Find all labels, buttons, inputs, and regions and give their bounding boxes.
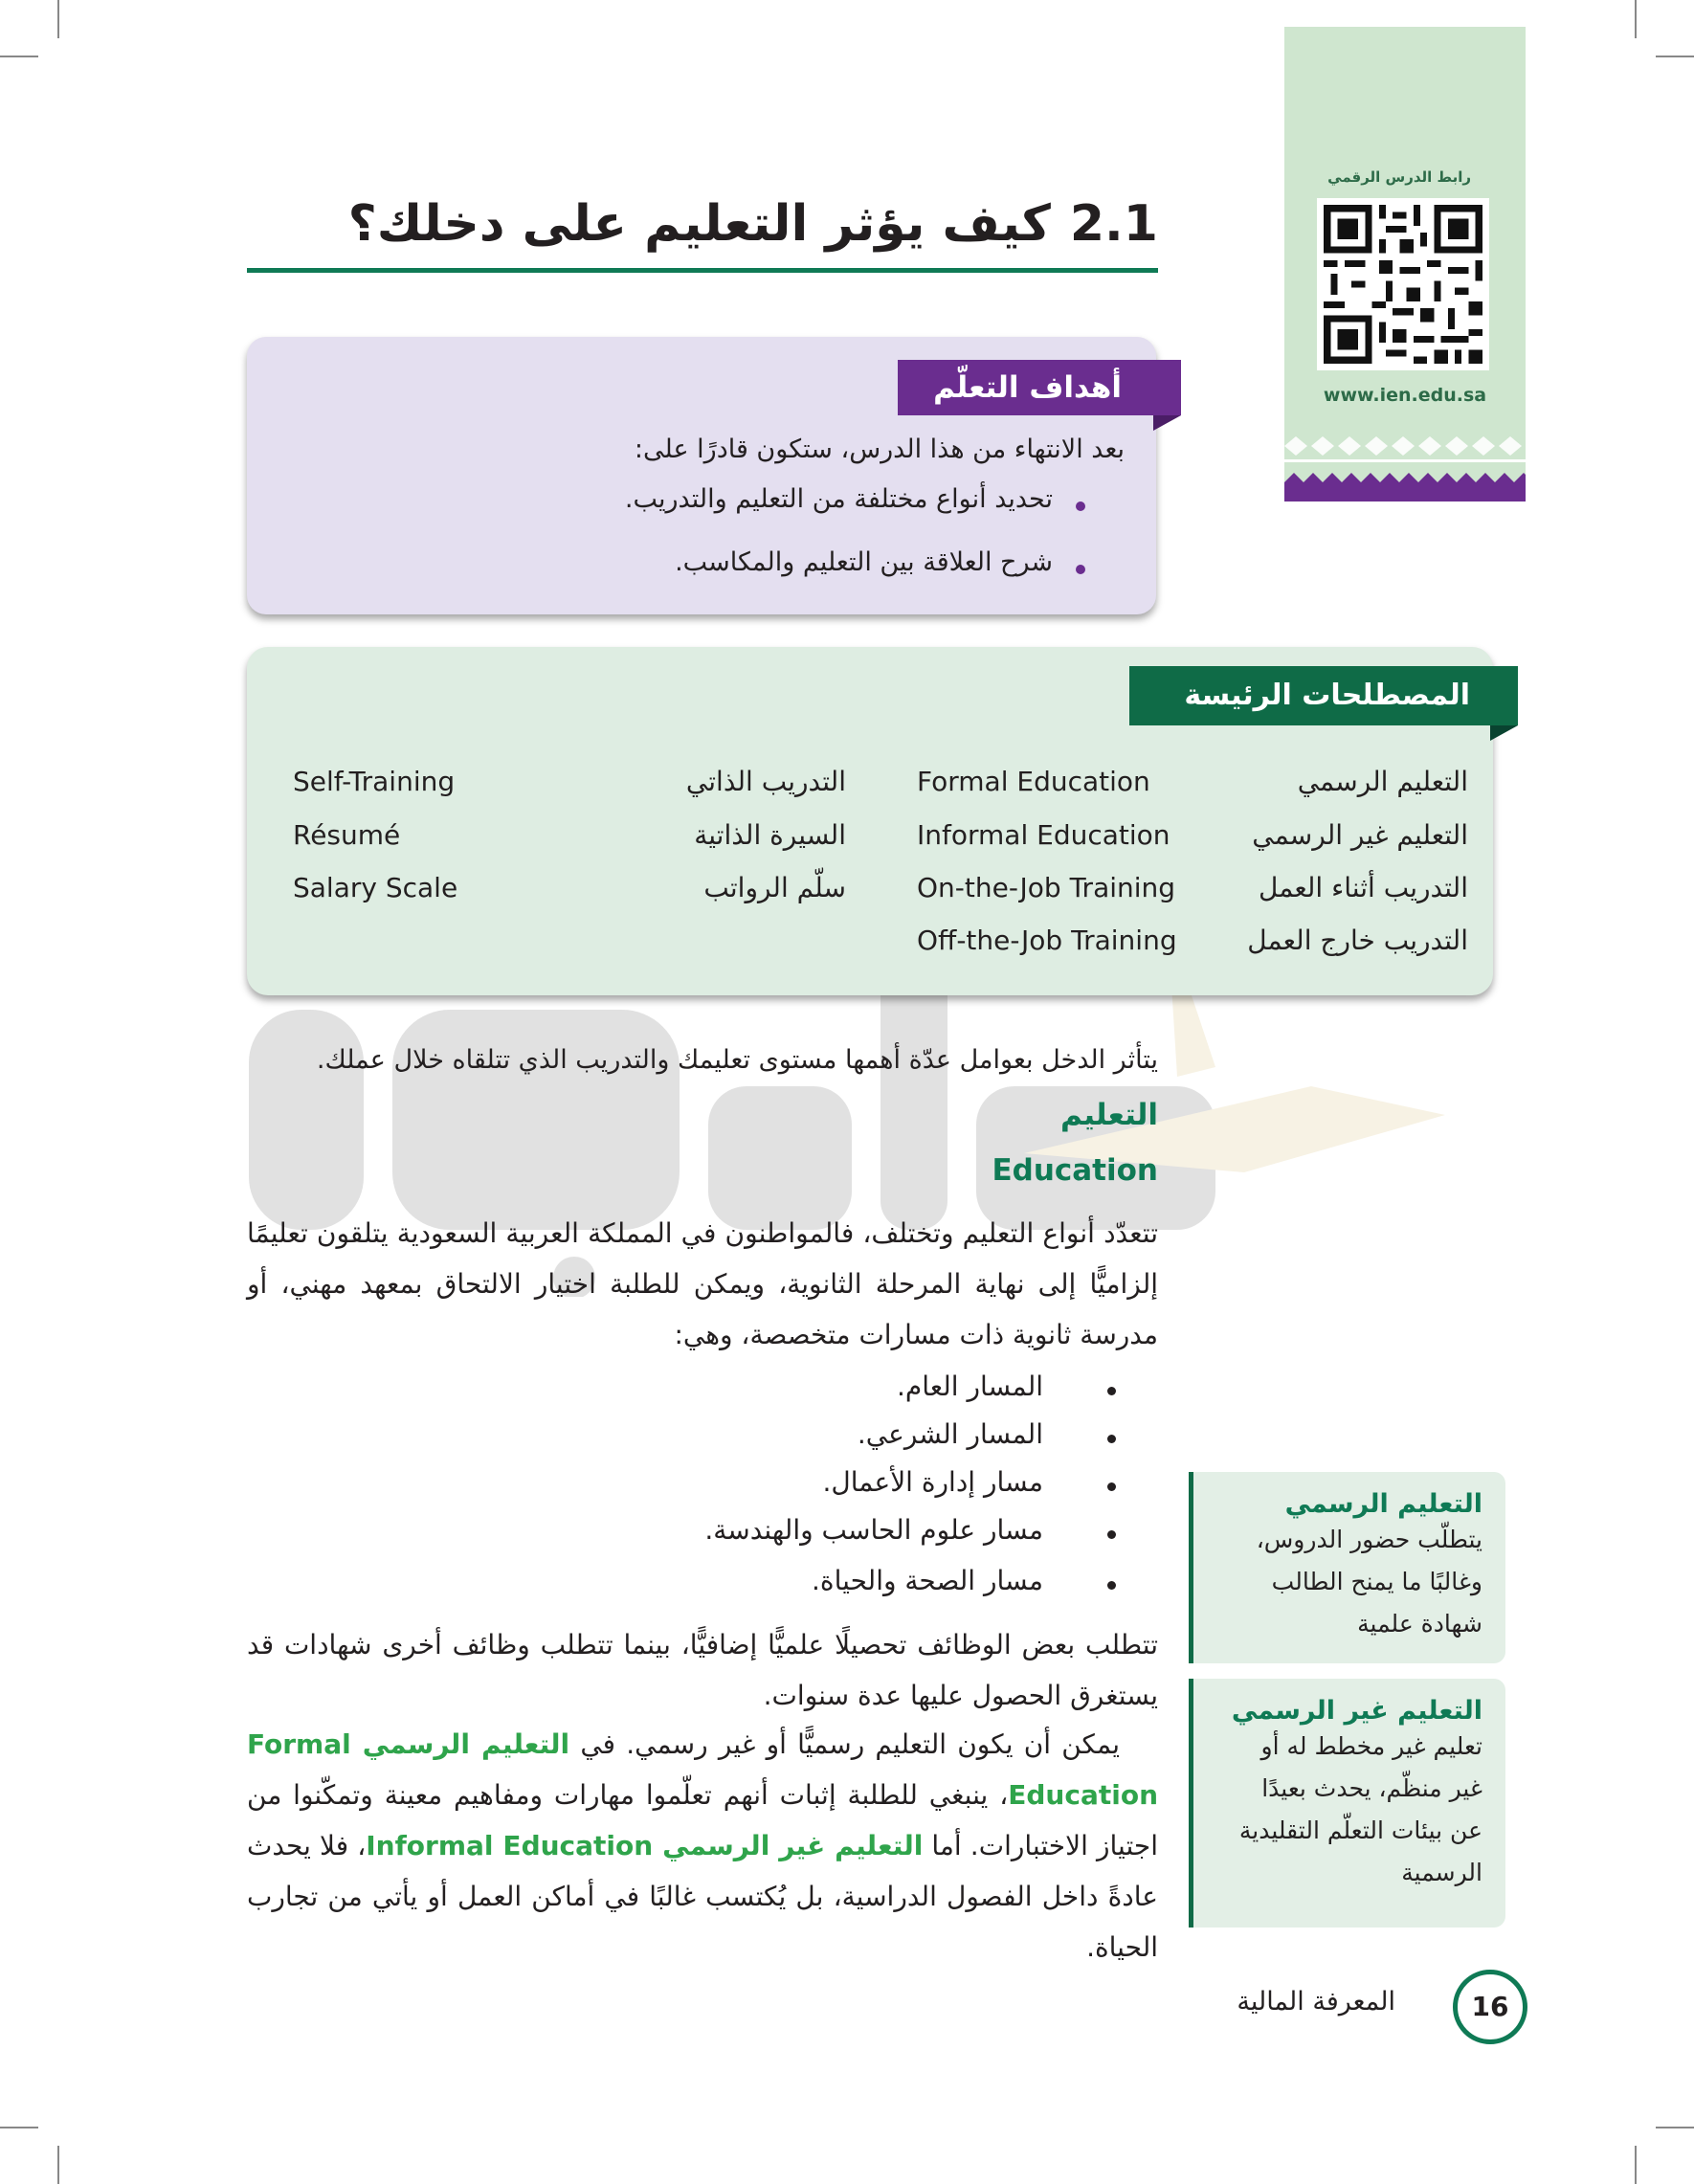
bullet-icon <box>1107 1387 1116 1395</box>
crop-mark <box>0 56 38 57</box>
key-term-en: Self-Training <box>293 766 456 797</box>
bullet-icon <box>1107 1482 1116 1491</box>
track-item: مسار إدارة الأعمال. <box>822 1466 1043 1498</box>
paragraph-education-types: تتعدّد أنواع التعليم وتختلف، فالمواطنون في المملكة العربية السعودية يتلقون تعليمًا إلزاميًّا إلى نهاية المرحلة الثانوية، ويمكن للطلبة اختيار الالتحاق بمعهد مهني، أو مدرسة ثانوية ذات مسارات متخصصة، وهي: <box>247 1217 1158 1350</box>
key-term-en: Résumé <box>293 819 401 851</box>
margin-note-title: التعليم غير الرسمي <box>1231 1696 1482 1726</box>
lesson-number: 2.1 <box>1069 195 1158 253</box>
decorative-pattern <box>1284 433 1526 501</box>
objectives-intro: بعد الانتهاء من هذا الدرس، ستكون قادرًا على: <box>634 435 1125 464</box>
track-item: المسار العام. <box>896 1371 1043 1402</box>
margin-note-line: يتطلّب حضور الدروس، <box>1256 1526 1482 1553</box>
margin-note-line: غير منظّم، يحدث بعيدًا <box>1261 1774 1482 1802</box>
key-term-en: Off-the-Job Training <box>917 925 1177 956</box>
track-item: مسار الصحة والحياة. <box>812 1565 1043 1596</box>
paragraph-text: ، ينبغي للطلبة إثبات أنهم تعلّموا مهارات ومفاهيم معينة وتمكّنوا من اجتياز الاختبارات. أما <box>247 1779 1158 1861</box>
crop-mark <box>1656 2127 1694 2128</box>
margin-note-formal <box>1189 1472 1505 1663</box>
key-term-en: Informal Education <box>917 819 1170 851</box>
key-term-ar: التعليم الرسمي <box>1297 766 1468 797</box>
key-term-ar: السيرة الذاتية <box>694 819 846 851</box>
bullet-icon <box>1107 1581 1116 1590</box>
crop-mark <box>1656 56 1694 57</box>
margin-note-line: الرسمية <box>1401 1859 1482 1886</box>
margin-note-line: عن بيئات التعلّم التقليدية <box>1238 1816 1482 1844</box>
paragraph-certificates: تتطلب بعض الوظائف تحصيلًا علميًّا إضافيًّا، بينما تتطلب وظائف أخرى شهادات قد يستغرق الحصول عليها عدة سنوات. <box>247 1629 1158 1711</box>
page-number: 16 <box>1453 1970 1527 2044</box>
lesson-url-link[interactable]: www.ien.edu.sa <box>1323 385 1487 406</box>
learning-objectives-heading: أهداف التعلّم <box>898 360 1181 415</box>
margin-note-title: التعليم الرسمي <box>1284 1489 1482 1519</box>
digital-lesson-label: رابط الدرس الرقمي <box>1327 168 1471 186</box>
bullet-icon <box>1076 565 1085 574</box>
objective-item: تحديد أنواع مختلفة من التعليم والتدريب. <box>624 484 1053 514</box>
bullet-icon <box>1107 1435 1116 1443</box>
bullet-icon <box>1107 1530 1116 1539</box>
key-term-ar: سلّم الرواتب <box>703 872 846 903</box>
section-title-en: Education <box>992 1153 1158 1188</box>
margin-note-body <box>1193 1726 1505 1894</box>
informal-education-term: التعليم غير الرسمي Informal Education <box>366 1830 924 1861</box>
intro-paragraph: يتأثر الدخل بعوامل عدّة أهمها مستوى تعليمك والتدريب الذي تتلقاه خلال عملك. <box>316 1045 1158 1075</box>
key-term-ar: التدريب الذاتي <box>685 766 846 797</box>
key-term-en: Formal Education <box>917 766 1150 797</box>
paragraph-text: ، فلا يحدث عادةً داخل الفصول الدراسية، بل يُكتسب غالبًا في أماكن العمل أو يأتي من تجارب الحياة. <box>247 1830 1158 1963</box>
key-term-ar: التعليم غير الرسمي <box>1252 819 1468 851</box>
margin-note-line: وغالبًا ما يمنح الطالب <box>1271 1568 1482 1595</box>
crop-mark <box>1635 2146 1637 2184</box>
ribbon-fold <box>1153 415 1181 431</box>
title-divider <box>247 268 1158 273</box>
formal-education-term: التعليم الرسمي Formal Education <box>247 1728 1158 1811</box>
qr-code-icon[interactable] <box>1317 198 1489 370</box>
margin-note-line: تعليم غير مخطط له أو <box>1260 1732 1482 1760</box>
key-term-en: On-the-Job Training <box>917 872 1176 903</box>
book-title: المعرفة المالية <box>1237 1987 1395 2017</box>
ribbon-fold <box>1490 725 1518 741</box>
margin-note-informal <box>1189 1679 1505 1928</box>
crop-mark <box>0 2127 38 2128</box>
key-terms-heading: المصطلحات الرئيسة <box>1129 666 1518 725</box>
crop-mark <box>57 0 59 38</box>
crop-mark <box>1635 0 1637 38</box>
paragraph-formal-informal <box>247 1719 1158 1972</box>
objective-item: شرح العلاقة بين التعليم والمكاسب. <box>675 547 1053 577</box>
margin-note-line: شهادة علمية <box>1357 1610 1482 1638</box>
key-term-en: Salary Scale <box>293 872 458 903</box>
key-term-ar: التدريب خارج العمل <box>1247 925 1468 956</box>
track-item: مسار علوم الحاسب والهندسة. <box>704 1514 1043 1546</box>
lesson-title <box>348 195 1158 253</box>
crop-mark <box>57 2146 59 2184</box>
lesson-title-text: كيف يؤثر التعليم على دخلك؟ <box>347 195 1051 253</box>
bullet-icon <box>1076 501 1085 511</box>
margin-note-body <box>1193 1519 1505 1645</box>
track-item: المسار الشرعي. <box>857 1418 1043 1450</box>
paragraph-text: يمكن أن يكون التعليم رسميًّا أو غير رسمي. في <box>569 1728 1121 1760</box>
section-title-ar: التعليم <box>1059 1098 1158 1132</box>
key-term-ar: التدريب أثناء العمل <box>1259 872 1468 903</box>
